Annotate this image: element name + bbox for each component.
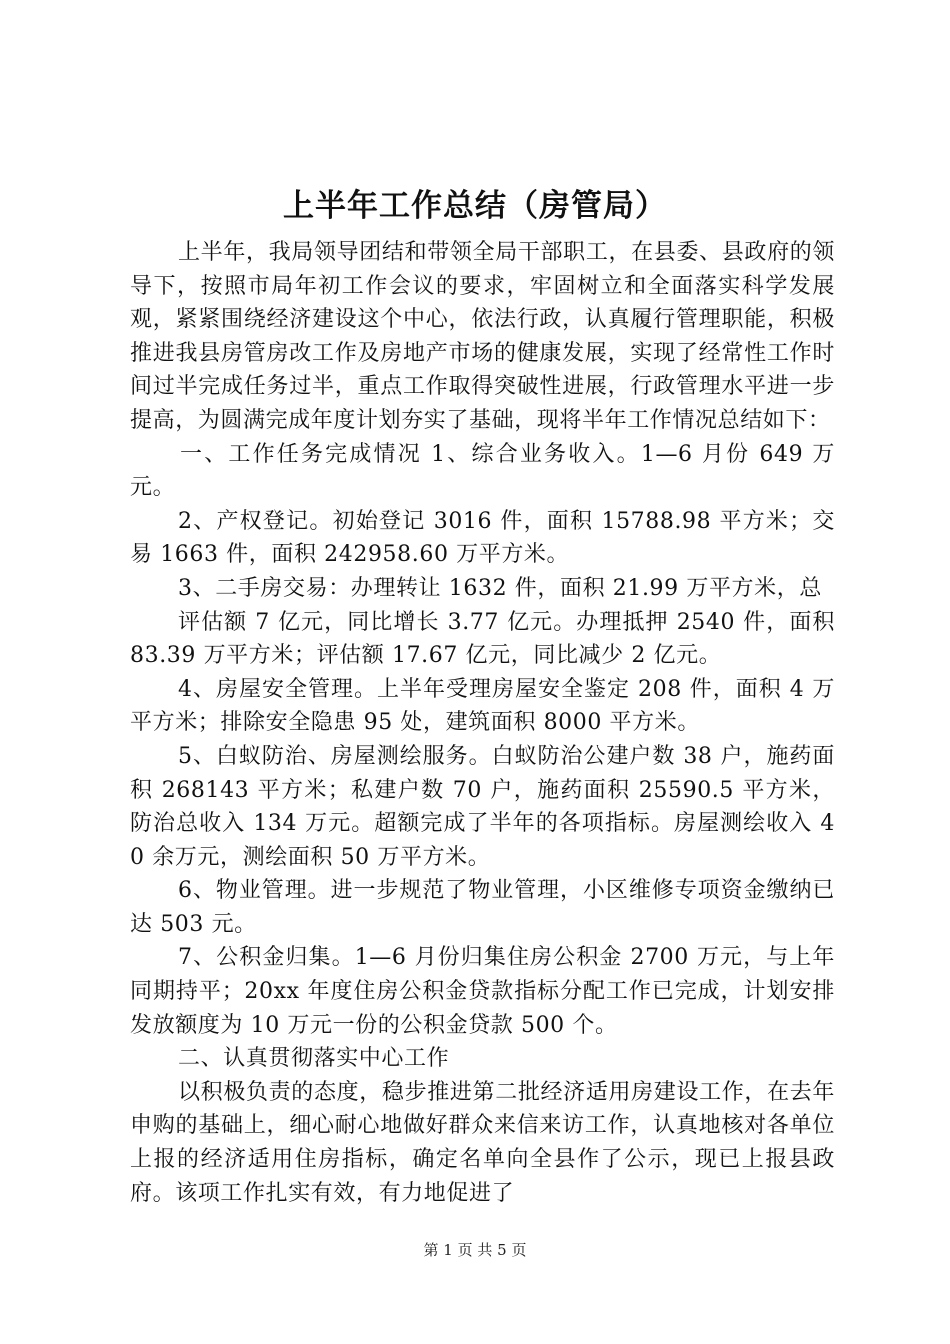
section-1-heading-paragraph: 一、工作任务完成情况 1、综合业务收入。1—6 月份 649 万元。	[130, 441, 835, 501]
section-2-paragraph: 以积极负责的态度，稳步推进第二批经济适用房建设工作，在去年申购的基础上，细心耐心地做好群众来信来访工作，认真地核对各单位上报的经济适用住房指标，确定名单向全县作了公示，现已上报县政府。该项工作扎实有效，有力地促进了	[130, 1079, 835, 1206]
item-5-paragraph: 5、白蚁防治、房屋测绘服务。白蚁防治公建户数 38 户，施药面积 268143 平方米；私建户数 70 户，施药面积 25590.5 平方米，防治总收入 134 万元。超额完成了半年的各项指标。房屋测绘收入 40 余万元，测绘面积 50 万平方米。	[130, 743, 835, 870]
item-3-continued-paragraph: 评估额 7 亿元，同比增长 3.77 亿元。办理抵押 2540 件，面积 83.39 万平方米；评估额 17.67 亿元，同比减少 2 亿元。	[130, 609, 835, 669]
intro-paragraph: 上半年，我局领导团结和带领全局干部职工，在县委、县政府的领导下，按照市局年初工作会议的要求，牢固树立和全面落实科学发展观，紧紧围绕经济建设这个中心，依法行政，认真履行管理职能，积极推进我县房管房改工作及房地产市场的健康发展，实现了经常性工作时间过半完成任务过半，重点工作取得突破性进展，行政管理水平进一步提高，为圆满完成年度计划夯实了基础，现将半年工作情况总结如下：	[130, 240, 835, 433]
item-2-paragraph: 2、产权登记。初始登记 3016 件，面积 15788.98 平方米；交易 1663 件，面积 242958.60 万平方米。	[130, 508, 835, 568]
item-4-paragraph: 4、房屋安全管理。上半年受理房屋安全鉴定 208 件，面积 4 万平方米；排除安全隐患 95 处，建筑面积 8000 平方米。	[130, 676, 835, 736]
document-body	[130, 236, 835, 1210]
item-7-paragraph: 7、公积金归集。1—6 月份归集住房公积金 2700 万元，与上年同期持平；20xx 年度住房公积金贷款指标分配工作已完成，计划安排发放额度为 10 万元一份的公积金贷款 500 个。	[130, 945, 835, 1038]
item-3-paragraph: 3、二手房交易：办理转让 1632 件，面积 21.99 万平方米，总	[178, 575, 822, 601]
document-title: 上半年工作总结（房管局）	[283, 188, 667, 224]
page-footer: 第 1 页 共 5 页	[423, 1241, 527, 1259]
item-6-paragraph: 6、物业管理。进一步规范了物业管理，小区维修专项资金缴纳已达 503 元。	[130, 878, 835, 937]
section-2-heading: 二、认真贯彻落实中心工作	[178, 1046, 450, 1072]
